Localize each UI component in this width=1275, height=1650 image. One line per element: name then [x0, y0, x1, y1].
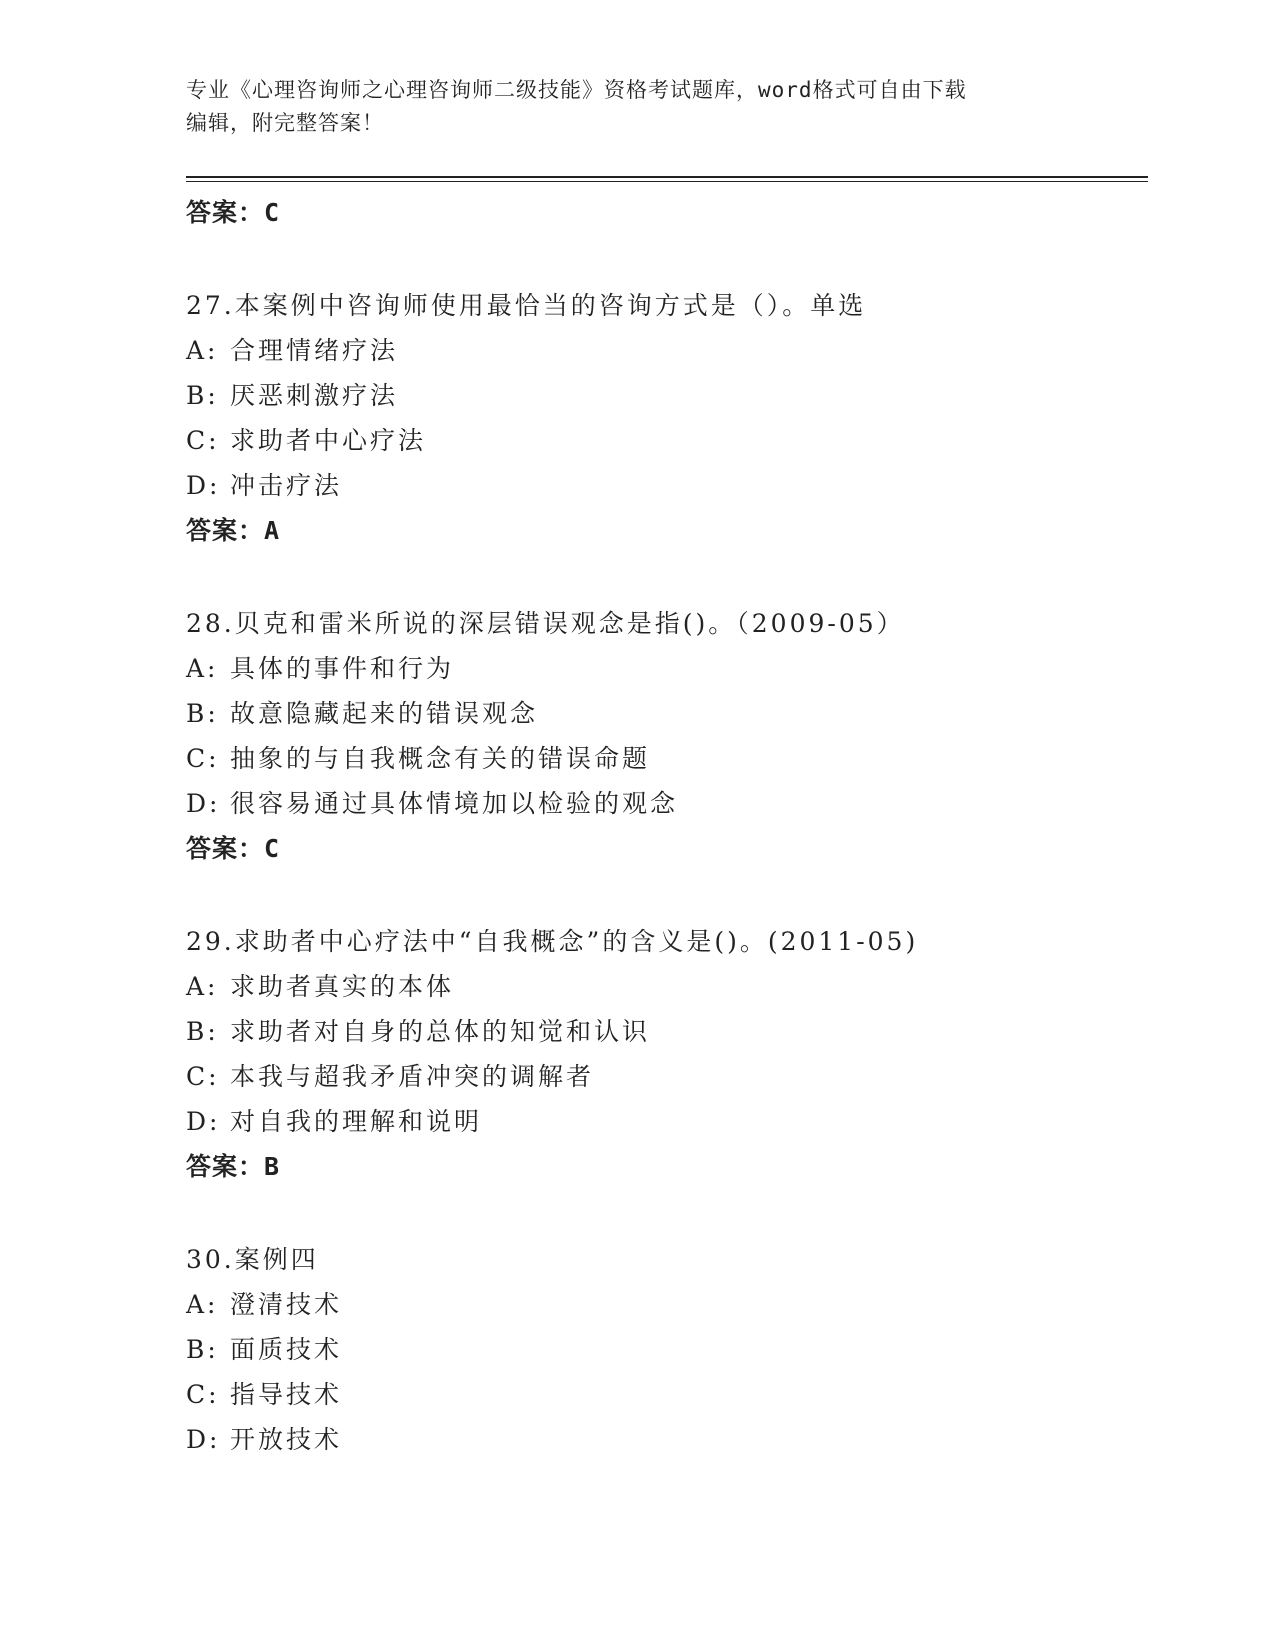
option-d: [186, 463, 1148, 508]
option-key: B:: [186, 381, 219, 410]
option-text: 本我与超我矛盾冲突的调解者: [230, 1062, 595, 1091]
option-key: A:: [186, 336, 219, 365]
option-c: [186, 1054, 1148, 1099]
option-key: B:: [186, 699, 219, 728]
answer: 答案：C: [186, 834, 281, 863]
option-key: C:: [186, 1380, 220, 1409]
option-key: D:: [186, 789, 221, 818]
previous-answer: 答案：C: [186, 198, 281, 227]
option-text: 冲击疗法: [230, 471, 343, 500]
option-key: D:: [186, 1425, 221, 1454]
option-text: 面质技术: [230, 1335, 343, 1364]
option-b: [186, 1327, 1148, 1372]
option-text: 故意隐藏起来的错误观念: [230, 699, 539, 728]
option-c: [186, 736, 1148, 781]
header-line-1: 专业《心理咨询师之心理咨询师二级技能》资格考试题库，word格式可自由下载: [186, 78, 967, 102]
option-b: [186, 691, 1148, 736]
header-rule-thick: [186, 176, 1148, 178]
option-text: 抽象的与自我概念有关的错误命题: [230, 744, 651, 773]
option-key: B:: [186, 1335, 219, 1364]
option-key: A:: [186, 654, 219, 683]
option-text: 合理情绪疗法: [230, 336, 399, 365]
option-text: 开放技术: [230, 1425, 343, 1454]
document-header: [186, 74, 1066, 140]
option-text: 厌恶刺激疗法: [230, 381, 399, 410]
option-key: C:: [186, 426, 220, 455]
question-list: [186, 190, 1148, 1462]
question-29: [186, 919, 1148, 1189]
option-text: 澄清技术: [230, 1290, 343, 1319]
option-text: 求助者真实的本体: [230, 972, 455, 1001]
option-text: 指导技术: [230, 1380, 343, 1409]
option-d: [186, 1417, 1148, 1462]
option-key: C:: [186, 1062, 220, 1091]
option-key: D:: [186, 1107, 221, 1136]
option-c: [186, 418, 1148, 463]
header-rule-thin: [186, 181, 1148, 182]
option-key: A:: [186, 1290, 219, 1319]
question-stem: 29.求助者中心疗法中“自我概念”的含义是()。(2011-05): [186, 927, 919, 956]
answer: 答案：B: [186, 1152, 281, 1181]
option-a: [186, 646, 1148, 691]
header-line-2: 编辑，附完整答案！: [186, 111, 384, 135]
option-a: [186, 964, 1148, 1009]
question-stem: 30.案例四: [186, 1245, 319, 1274]
option-key: C:: [186, 744, 220, 773]
option-b: [186, 1009, 1148, 1054]
option-text: 对自我的理解和说明: [230, 1107, 483, 1136]
option-c: [186, 1372, 1148, 1417]
answer: 答案：A: [186, 516, 281, 545]
question-28: [186, 601, 1148, 871]
option-text: 求助者对自身的总体的知觉和认识: [230, 1017, 651, 1046]
option-text: 很容易通过具体情境加以检验的观念: [230, 789, 679, 818]
question-30: [186, 1237, 1148, 1462]
option-a: [186, 1282, 1148, 1327]
question-stem: 27.本案例中咨询师使用最恰当的咨询方式是（）。单选: [186, 291, 867, 320]
option-text: 具体的事件和行为: [230, 654, 455, 683]
option-text: 求助者中心疗法: [230, 426, 427, 455]
option-key: A:: [186, 972, 219, 1001]
option-key: B:: [186, 1017, 219, 1046]
option-b: [186, 373, 1148, 418]
question-27: [186, 283, 1148, 553]
question-stem: 28.贝克和雷米所说的深层错误观念是指()。（2009-05）: [186, 609, 905, 638]
option-d: [186, 1099, 1148, 1144]
option-a: [186, 328, 1148, 373]
option-d: [186, 781, 1148, 826]
option-key: D:: [186, 471, 221, 500]
